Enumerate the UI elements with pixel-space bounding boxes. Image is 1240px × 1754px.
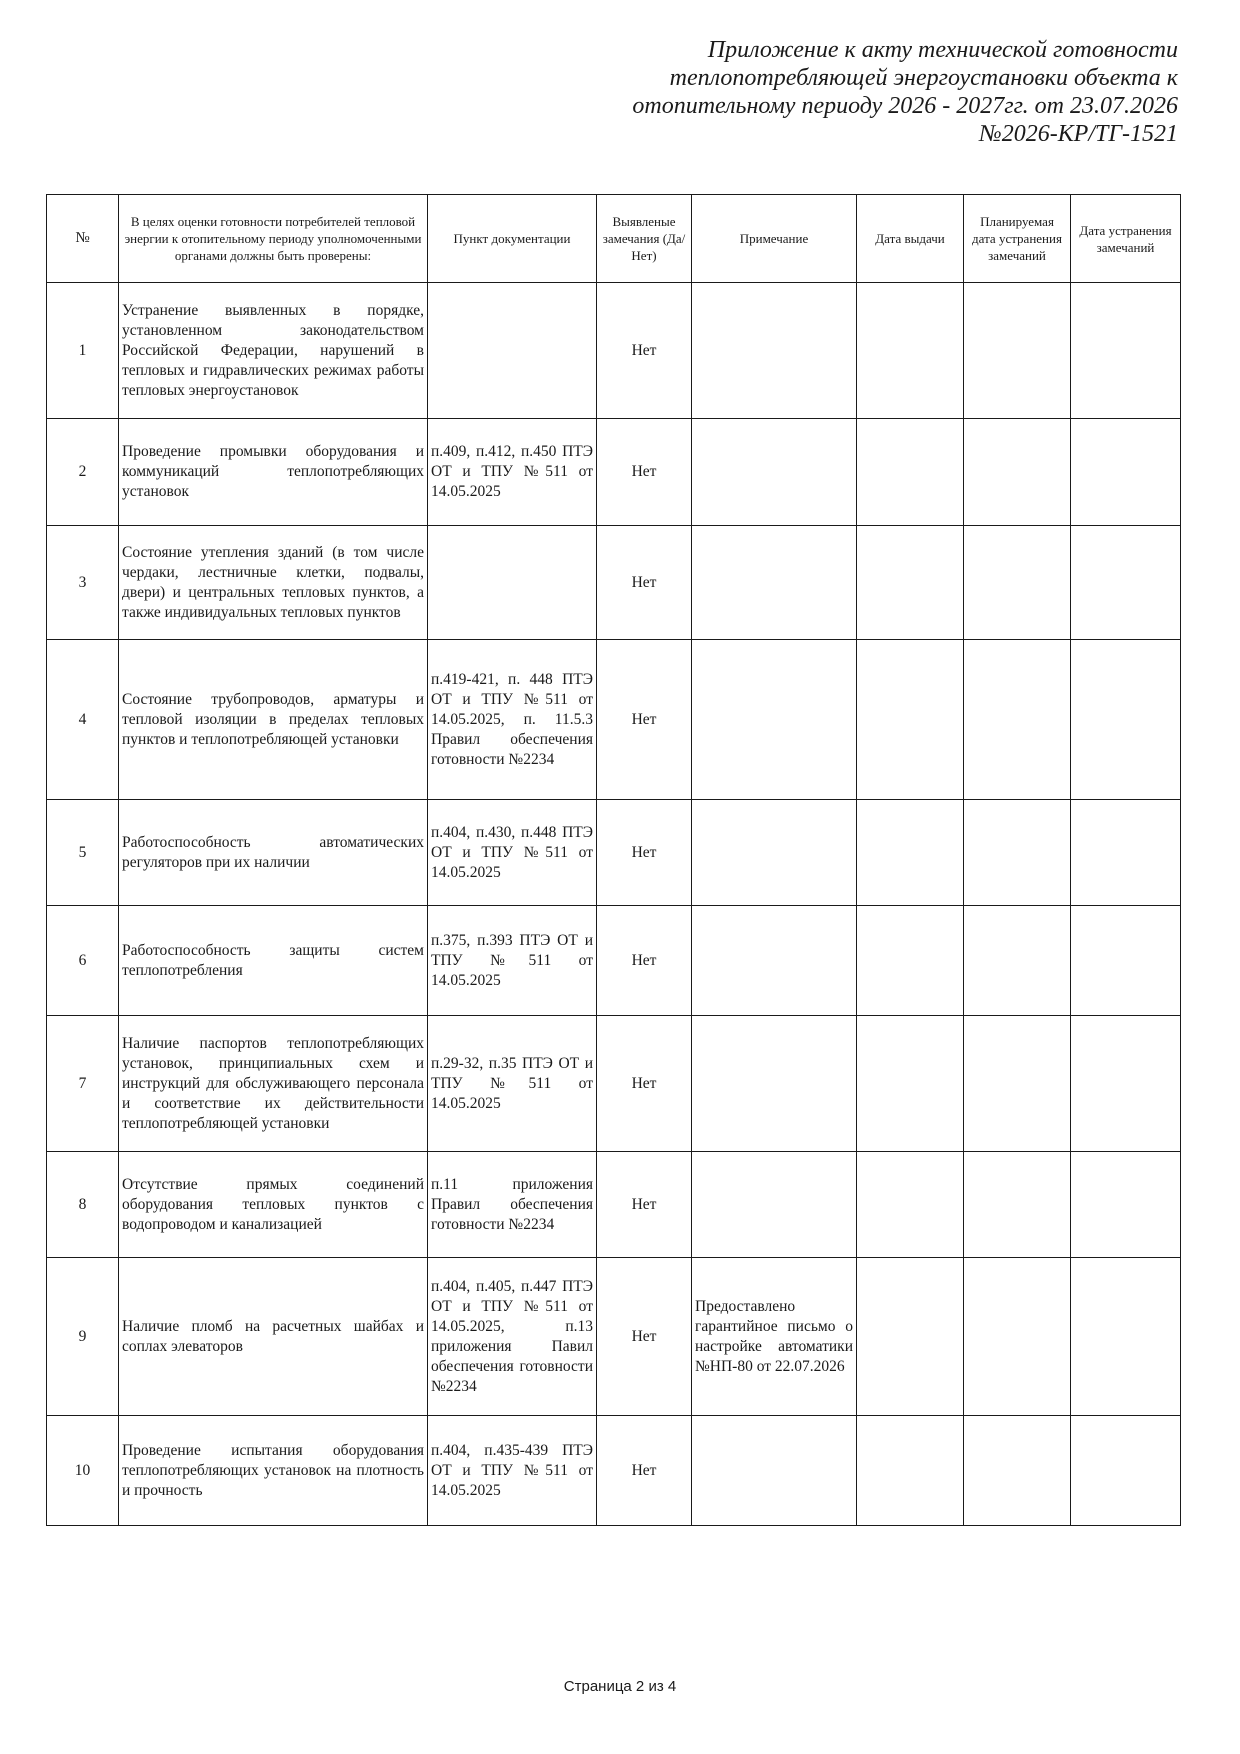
row-found: Нет xyxy=(597,800,692,906)
row-num: 8 xyxy=(47,1152,119,1258)
row-doc: п.375, п.393 ПТЭ ОТ и ТПУ №511 от 14.05.2025 xyxy=(428,906,597,1016)
row-found: Нет xyxy=(597,1152,692,1258)
row-fix-date xyxy=(1071,1152,1181,1258)
row-num: 9 xyxy=(47,1258,119,1416)
col-header-found: Выявленые замечания (Да/Нет) xyxy=(597,195,692,283)
row-note xyxy=(692,1152,857,1258)
page-number: Страница 2 из 4 xyxy=(563,1678,677,1695)
col-header-requirement: В целях оценки готовности потребителей тепловой энергии к отопительному периоду уполномоченными органами должны быть проверены: xyxy=(119,195,428,283)
row-issue-date xyxy=(857,419,964,526)
row-num: 1 xyxy=(47,283,119,419)
row-fix-date xyxy=(1071,640,1181,800)
row-found: Нет xyxy=(597,526,692,640)
row-requirement: Состояние трубопроводов, арматуры и тепловой изоляции в пределах тепловых пунктов и теплопотребляющей установки xyxy=(119,640,428,800)
table-row xyxy=(47,640,1181,800)
table-row xyxy=(47,906,1181,1016)
row-num: 6 xyxy=(47,906,119,1016)
col-header-planned-date: Планируемая дата устранения замечаний xyxy=(964,195,1071,283)
appendix-header-line: №2026-КР/ТГ-1521 xyxy=(979,121,1178,147)
row-planned-date xyxy=(964,1416,1071,1526)
appendix-header-line: отопительному периоду 2026 - 2027гг. от 23.07.2026 xyxy=(632,93,1178,119)
row-planned-date xyxy=(964,419,1071,526)
row-note xyxy=(692,283,857,419)
row-found: Нет xyxy=(597,906,692,1016)
row-found: Нет xyxy=(597,283,692,419)
row-requirement: Устранение выявленных в порядке, установленном законодательством Российской Федерации, нарушений в тепловых и гидравлических режимах работы тепловых энергоустановок xyxy=(119,283,428,419)
col-header-fix-date: Дата устранения замечаний xyxy=(1071,195,1181,283)
table-row xyxy=(47,526,1181,640)
row-doc: п.29-32, п.35 ПТЭ ОТ и ТПУ №511 от 14.05.2025 xyxy=(428,1016,597,1152)
row-fix-date xyxy=(1071,1258,1181,1416)
row-doc: п.409, п.412, п.450 ПТЭ ОТ и ТПУ №511 от 14.05.2025 xyxy=(428,419,597,526)
row-planned-date xyxy=(964,640,1071,800)
table-row xyxy=(47,1016,1181,1152)
row-found: Нет xyxy=(597,640,692,800)
readiness-check-table xyxy=(46,194,1181,1526)
row-note xyxy=(692,906,857,1016)
col-header-issue-date: Дата выдачи xyxy=(857,195,964,283)
row-doc: п.404, п.435-439 ПТЭ ОТ и ТПУ №511 от 14.05.2025 xyxy=(428,1416,597,1526)
row-issue-date xyxy=(857,1416,964,1526)
row-fix-date xyxy=(1071,526,1181,640)
row-requirement: Работоспособность автоматических регуляторов при их наличии xyxy=(119,800,428,906)
row-found: Нет xyxy=(597,1258,692,1416)
row-num: 10 xyxy=(47,1416,119,1526)
row-note xyxy=(692,419,857,526)
table-row xyxy=(47,419,1181,526)
row-doc: п.404, п.405, п.447 ПТЭ ОТ и ТПУ №511 от 14.05.2025, п.13 приложения Павил обеспечения готовности №2234 xyxy=(428,1258,597,1416)
row-issue-date xyxy=(857,526,964,640)
appendix-header xyxy=(478,36,1178,148)
table-header-row xyxy=(47,195,1181,283)
row-num: 3 xyxy=(47,526,119,640)
appendix-header-line: теплопотребляющей энергоустановки объекта к xyxy=(669,65,1178,91)
table-row xyxy=(47,283,1181,419)
row-note xyxy=(692,640,857,800)
row-num: 4 xyxy=(47,640,119,800)
row-issue-date xyxy=(857,1258,964,1416)
row-fix-date xyxy=(1071,800,1181,906)
row-planned-date xyxy=(964,800,1071,906)
row-issue-date xyxy=(857,906,964,1016)
col-header-doc: Пункт документации xyxy=(428,195,597,283)
row-note xyxy=(692,1416,857,1526)
row-requirement: Состояние утепления зданий (в том числе чердаки, лестничные клетки, подвалы, двери) и центральных тепловых пунктов, а также индивидуальных тепловых пунктов xyxy=(119,526,428,640)
row-doc: п.419-421, п. 448 ПТЭ ОТ и ТПУ №511 от 14.05.2025, п. 11.5.3 Правил обеспечения готовности №2234 xyxy=(428,640,597,800)
row-issue-date xyxy=(857,800,964,906)
row-requirement: Отсутствие прямых соединений оборудования тепловых пунктов с водопроводом и канализацией xyxy=(119,1152,428,1258)
row-fix-date xyxy=(1071,419,1181,526)
row-fix-date xyxy=(1071,1416,1181,1526)
row-planned-date xyxy=(964,906,1071,1016)
row-issue-date xyxy=(857,1152,964,1258)
row-fix-date xyxy=(1071,283,1181,419)
row-found: Нет xyxy=(597,1016,692,1152)
table-row xyxy=(47,800,1181,906)
col-header-num: № xyxy=(47,195,119,283)
row-issue-date xyxy=(857,1016,964,1152)
row-requirement: Проведение испытания оборудования теплопотребляющих установок на плотность и прочность xyxy=(119,1416,428,1526)
row-planned-date xyxy=(964,1016,1071,1152)
row-found: Нет xyxy=(597,1416,692,1526)
row-requirement: Наличие пломб на расчетных шайбах и соплах элеваторов xyxy=(119,1258,428,1416)
row-num: 5 xyxy=(47,800,119,906)
row-note xyxy=(692,1016,857,1152)
row-planned-date xyxy=(964,283,1071,419)
row-requirement: Работоспособность защиты систем теплопотребления xyxy=(119,906,428,1016)
row-fix-date xyxy=(1071,906,1181,1016)
row-note xyxy=(692,800,857,906)
row-issue-date xyxy=(857,640,964,800)
row-found: Нет xyxy=(597,419,692,526)
row-requirement: Проведение промывки оборудования и коммуникаций теплопотребляющих установок xyxy=(119,419,428,526)
row-planned-date xyxy=(964,1258,1071,1416)
row-requirement: Наличие паспортов теплопотребляющих установок, принципиальных схем и инструкций для обслуживающего персонала и соответствие их действительности теплопотребляющей установки xyxy=(119,1016,428,1152)
row-num: 7 xyxy=(47,1016,119,1152)
row-note xyxy=(692,526,857,640)
row-issue-date xyxy=(857,283,964,419)
table-row xyxy=(47,1258,1181,1416)
row-doc xyxy=(428,526,597,640)
row-doc xyxy=(428,283,597,419)
row-planned-date xyxy=(964,1152,1071,1258)
table-row xyxy=(47,1416,1181,1526)
col-header-note: Примечание xyxy=(692,195,857,283)
row-planned-date xyxy=(964,526,1071,640)
table-row xyxy=(47,1152,1181,1258)
row-doc: п.404, п.430, п.448 ПТЭ ОТ и ТПУ №511 от 14.05.2025 xyxy=(428,800,597,906)
row-doc: п.11 приложения Правил обеспечения готовности №2234 xyxy=(428,1152,597,1258)
row-fix-date xyxy=(1071,1016,1181,1152)
row-note: Предоставлено гарантийное письмо о настройке автоматики №НП-80 от 22.07.2026 xyxy=(692,1258,857,1416)
appendix-header-line: Приложение к акту технической готовности xyxy=(707,37,1178,63)
row-num: 2 xyxy=(47,419,119,526)
